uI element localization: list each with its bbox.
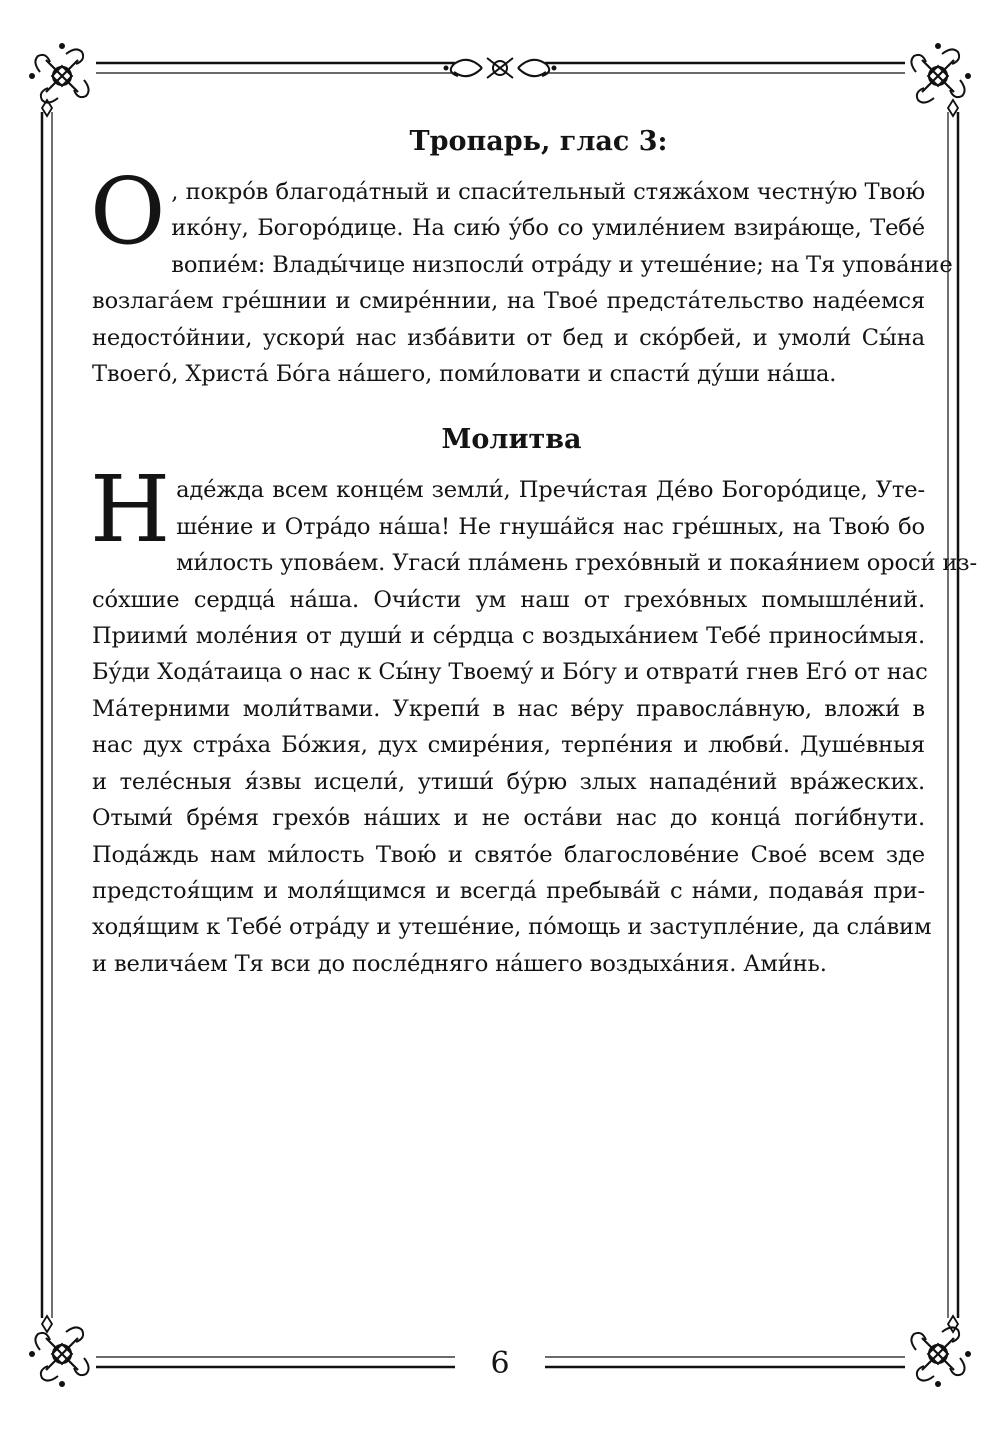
corner-ornament-bottom-right bbox=[911, 1327, 971, 1387]
text-line: Бу́ди Хода́таица о нас к Сы́ну Твоему́ и Бо́гу и отврати́ гнев Его́ от нас bbox=[92, 659, 928, 686]
troparion-title: Тропарь, глас 3: bbox=[409, 126, 668, 157]
text-line: недосто́йнии, ускори́ нас изба́вити от бед и ско́рбей, и умоли́ Сы́на bbox=[92, 324, 925, 351]
page-content bbox=[90, 122, 977, 982]
page-number: 6 bbox=[490, 1346, 510, 1381]
prayer-drop-cap: Н bbox=[90, 456, 171, 564]
text-line: , покро́в благода́тный и спаси́тельный стяжа́хом честну́ю Твою́ bbox=[171, 179, 925, 205]
top-center-ornament bbox=[444, 58, 557, 78]
text-line: со́хшие сердца́ на́ша. Очи́сти ум наш от грехо́вных помышле́ний. bbox=[92, 586, 925, 613]
text-line: возлага́ем гре́шнии и смире́ннии, на Твое́ предста́тельство наде́емся bbox=[92, 288, 925, 315]
text-line: Твоего́, Христа́ Бо́га на́шего, поми́ловати и спасти́ ду́ши на́ша. bbox=[92, 361, 837, 388]
troparion-text bbox=[90, 158, 953, 392]
text-line: ико́ну, Богоро́дице. На сию́ у́бо со умиле́нием взира́юще, Тебе́ bbox=[171, 215, 925, 242]
text-line: Ма́терними моли́твами. Укрепи́ в нас ве́ру правосла́вную, вложи́ в bbox=[92, 695, 925, 722]
prayer-title: Молитва bbox=[441, 424, 582, 456]
troparion-drop-cap: О bbox=[90, 158, 166, 265]
text-line: ше́ние и Отра́до на́ша! Не гнуша́йся нас гре́шных, на Твою́ бо bbox=[176, 513, 925, 540]
text-line: вопие́м: Влады́чице низпосли́ отра́ду и утеше́ние; на Тя упова́ние bbox=[171, 251, 953, 278]
text-line: Пода́ждь нам ми́лость Твою́ и свято́е благослове́ние Свое́ всем зде bbox=[92, 841, 925, 868]
text-line: ми́лость упова́ем. Угаси́ пла́мень грехо́вный и покая́нием ороси́ из- bbox=[176, 550, 977, 577]
corner-ornament-bottom-left bbox=[29, 1327, 89, 1387]
text-line: нас дух стра́ха Бо́жия, дух смире́ния, терпе́ния и любви́. Душе́вныя bbox=[92, 732, 925, 759]
text-line: Приими́ моле́ния от души́ и се́рдца с воздыха́нием Тебе́ приноси́мыя. bbox=[92, 623, 925, 650]
text-line: Отыми́ бре́мя грехо́в на́ших и не оста́ви нас до конца́ поги́бнути. bbox=[92, 805, 925, 832]
text-line: и велича́ем Тя вси до после́дняго на́шего воздыха́ния. Ами́нь. bbox=[92, 950, 827, 977]
text-line: аде́жда всем конце́м земли́, Пречи́стая Де́во Богоро́дице, Уте- bbox=[176, 477, 925, 504]
prayer-text bbox=[90, 456, 977, 982]
corner-ornament-top-left bbox=[29, 43, 89, 103]
text-line: предстоя́щим и моля́щимся и всегда́ пребыва́й с на́ми, подава́я при- bbox=[92, 877, 925, 904]
text-line: ходя́щим к Тебе́ отра́ду и утеше́ние, по́мощь и заступле́ние, да сла́вим bbox=[92, 914, 932, 941]
text-line: и теле́сныя я́звы исцели́, утиши́ бу́рю злых нападе́ний вра́жеских. bbox=[92, 768, 925, 795]
corner-ornament-top-right bbox=[911, 43, 971, 103]
